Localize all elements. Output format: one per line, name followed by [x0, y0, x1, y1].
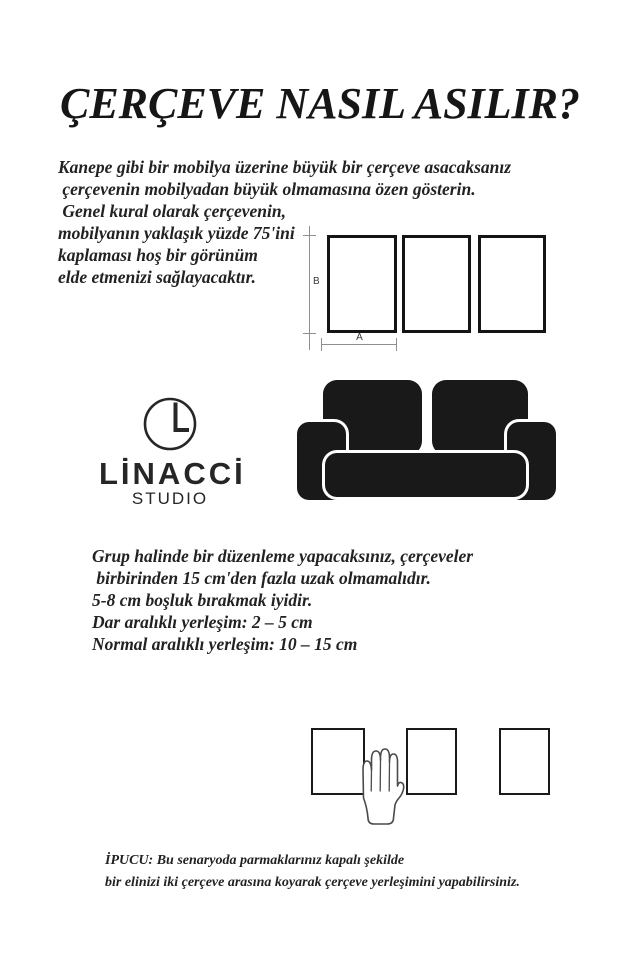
small-frame-outline-3 — [499, 728, 550, 795]
small-frame-outline-2 — [406, 728, 457, 795]
frame-outline-1 — [327, 235, 397, 333]
height-dimension-top-tick — [303, 235, 316, 236]
width-dimension-line — [322, 344, 397, 345]
intro-line-2: çerçevenin mobilyadan büyük olmamasına özen gösterin. — [58, 179, 476, 199]
brand-name: LİNACCİ — [99, 456, 246, 491]
intro-line-4: mobilyanın yaklaşık yüzde 75'ini — [58, 223, 295, 243]
intro-line-5: kaplaması hoş bir görünüm — [58, 245, 258, 265]
width-dimension-label: A — [356, 332, 363, 343]
frame-outline-3 — [478, 235, 546, 333]
height-dimension-bottom-tick — [303, 333, 316, 334]
tip-line-2: bir elinizi iki çerçeve arasına koyarak çerçeve yerleşimini yapabilirsiniz. — [105, 875, 520, 890]
tip-line-1: İPUCU: Bu senaryoda parmaklarınız kapalı şekilde — [105, 853, 405, 868]
intro-line-1: Kanepe gibi bir mobilya üzerine büyük bir çerçeve asacaksanız — [58, 157, 512, 177]
spacing-paragraph — [92, 545, 473, 655]
spacing-line-1: Grup halinde bir düzenleme yapacaksınız, çerçeveler — [92, 546, 474, 566]
page-title: ÇERÇEVE NASIL ASILIR? — [59, 79, 581, 128]
intro-line-6: elde etmenizi sağlayacaktır. — [58, 267, 256, 287]
frame-outline-2 — [402, 235, 471, 333]
spacing-line-3: 5-8 cm boşluk bırakmak iyidir. — [92, 590, 313, 610]
brand-subtitle: STUDIO — [131, 489, 209, 508]
clock-icon — [142, 396, 198, 452]
sofa-seat — [325, 453, 526, 497]
intro-line-3: Genel kural olarak çerçevenin, — [58, 201, 286, 221]
spacing-line-4: Dar aralıklı yerleşim: 2 – 5 cm — [92, 612, 313, 632]
height-dimension-line — [309, 226, 310, 350]
spacing-line-5: Normal aralıklı yerleşim: 10 – 15 cm — [92, 634, 358, 654]
spacing-line-2: birbirinden 15 cm'den fazla uzak olmamalıdır. — [92, 568, 431, 588]
brand-logo — [99, 396, 246, 508]
height-dimension-label: B — [313, 276, 320, 287]
tip-text — [105, 850, 520, 894]
hand-icon — [357, 744, 405, 826]
